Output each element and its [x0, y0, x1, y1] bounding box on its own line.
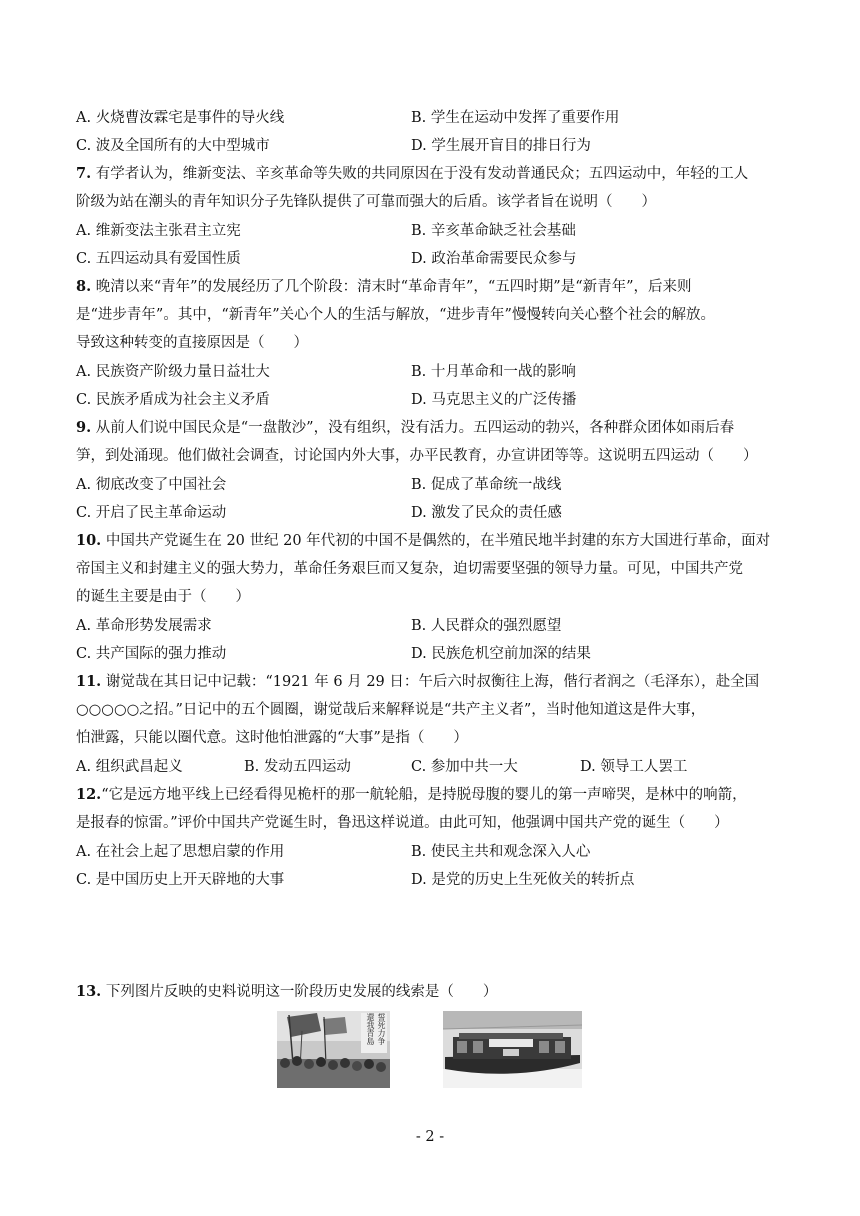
q13-stem-line-1: [76, 982, 497, 1002]
q12-option-a: A. 在社会上起了思想启蒙的作用: [76, 844, 285, 860]
may-fourth-protest-photo: [277, 1011, 390, 1088]
q10-option-c: C. 共产国际的强力推动: [76, 646, 227, 662]
q9-option-a: A. 彻底改变了中国社会: [76, 477, 227, 493]
q12-option-b: B. 使民主共和观念深入人心: [411, 844, 591, 860]
q11-number: 11.: [76, 673, 102, 690]
q8-number: 8.: [76, 278, 92, 295]
q13-number: 13.: [76, 983, 102, 1000]
q11-stem-line-3: 怕泄露，只能以圈代意。这时他怕泄露的“大事”是指（ ）: [76, 730, 468, 746]
q9-option-c: C. 开启了民主革命运动: [76, 505, 227, 521]
page-number: - 2 -: [415, 1129, 445, 1145]
q12-text-1: “它是远方地平线上已经看得见桅杆的那一航轮船，是持脱母腹的婴儿的第一声啼哭，是林中的响箭，: [101, 787, 747, 803]
q7-stem-line-1: [76, 164, 748, 184]
q7-text-1: 有学者认为，维新变法、辛亥革命等失败的共同原因在于没有发动普通民众；五四运动中，年轻的工人: [95, 166, 749, 182]
q8-stem-line-1: [76, 277, 692, 297]
q9-number: 9.: [76, 419, 92, 436]
q10-option-b: B. 人民群众的强烈愿望: [411, 618, 562, 634]
q8-option-d: D. 马克思主义的广泛传播: [411, 392, 577, 408]
q8-stem-line-3: 导致这种转变的直接原因是（ ）: [76, 335, 308, 351]
q12-number: 12.: [76, 786, 102, 803]
q7-option-a: A. 维新变法主张君主立宪: [76, 223, 241, 239]
q8-stem-line-2: 是“进步青年”。其中，“新青年”关心个人的生活与解放，“进步青年”慢慢转向关心整个社会的解放。: [76, 307, 715, 323]
q7-stem-line-2: 阶级为站在潮头的青年知识分子先锋队提供了可靠而强大的后盾。该学者旨在说明（ ）: [76, 194, 656, 210]
q6-option-a: A. 火烧曹汝霖宅是事件的导火线: [76, 110, 285, 126]
q10-option-a: A. 革命形势发展需求: [76, 618, 212, 634]
protest-photo-caption: 誓死力争 還我青島: [366, 1013, 386, 1045]
q7-option-d: D. 政治革命需要民众参与: [411, 251, 577, 267]
boat-photo-graphic: [443, 1011, 582, 1088]
q7-option-b: B. 辛亥革命缺乏社会基础: [411, 223, 576, 239]
q6-option-c: C. 波及全国所有的大中型城市: [76, 138, 270, 154]
q6-option-d: D. 学生展开盲目的排日行为: [411, 138, 591, 154]
q10-stem-line-3: 的诞生主要是由于（ ）: [76, 589, 250, 605]
q8-option-c: C. 民族矛盾成为社会主义矛盾: [76, 392, 270, 408]
q12-option-c: C. 是中国历史上开天辟地的大事: [76, 872, 285, 888]
q9-stem-line-2: 笋，到处涌现。他们做社会调查，讨论国内外大事，办平民教育，办宣讲团等等。这说明五四运动（ ）: [76, 448, 758, 464]
q9-option-d: D. 激发了民众的责任感: [411, 505, 562, 521]
q11-option-c: C. 参加中共一大: [411, 759, 518, 775]
q12-option-d: D. 是党的历史上生死攸关的转折点: [411, 872, 635, 888]
q9-option-b: B. 促成了革命统一战线: [411, 477, 562, 493]
q8-option-a: A. 民族资产阶级力量日益壮大: [76, 364, 270, 380]
red-boat-photo: [443, 1011, 582, 1088]
q9-stem-line-1: [76, 418, 734, 438]
q11-option-d: D. 领导工人罢工: [580, 759, 688, 775]
q10-stem-line-2: 帝国主义和封建主义的强大势力，革命任务艰巨而又复杂，迫切需要坚强的领导力量。可见，中国共产党: [76, 561, 743, 577]
q11-text-1: 谢觉哉在其日记中记载：“1921 年 6 月 29 日：午后六时叔衡往上海，偕行者润之（毛泽东），赴全国: [105, 674, 760, 690]
q11-option-b: B. 发动五四运动: [244, 759, 351, 775]
q8-text-1: 晚清以来“青年”的发展经历了几个阶段：清末时“革命青年”，“五四时期”是“新青年”，后来则: [95, 279, 692, 295]
q11-option-a: A. 组织武昌起义: [76, 759, 183, 775]
q13-text-1: 下列图片反映的史料说明这一阶段历史发展的线索是（ ）: [105, 984, 498, 1000]
q11-stem-line-1: [76, 672, 759, 692]
q6-option-b: B. 学生在运动中发挥了重要作用: [411, 110, 620, 126]
q7-number: 7.: [76, 165, 92, 182]
q12-stem-line-2: 是报春的惊雷。”评价中国共产党诞生时，鲁迅这样说道。由此可知，他强调中国共产党的诞生（ ）: [76, 815, 729, 831]
q11-stem-line-2: ○○○○○之招。”日记中的五个圆圈，谢觉哉后来解释说是“共产主义者”，当时他知道这是件大事，: [76, 702, 706, 718]
q10-stem-line-1: [76, 531, 770, 551]
q7-option-c: C. 五四运动具有爱国性质: [76, 251, 241, 267]
q10-text-1: 中国共产党诞生在 20 世纪 20 年代初的中国不是偶然的，在半殖民地半封建的东方大国进行革命，面对: [105, 533, 771, 549]
q10-option-d: D. 民族危机空前加深的结果: [411, 646, 591, 662]
q10-number: 10.: [76, 532, 102, 549]
q12-stem-line-1: [76, 785, 747, 805]
q9-text-1: 从前人们说中国民众是“一盘散沙”，没有组织，没有活力。五四运动的勃兴，各种群众团体如雨后春: [95, 420, 735, 436]
q8-option-b: B. 十月革命和一战的影响: [411, 364, 576, 380]
